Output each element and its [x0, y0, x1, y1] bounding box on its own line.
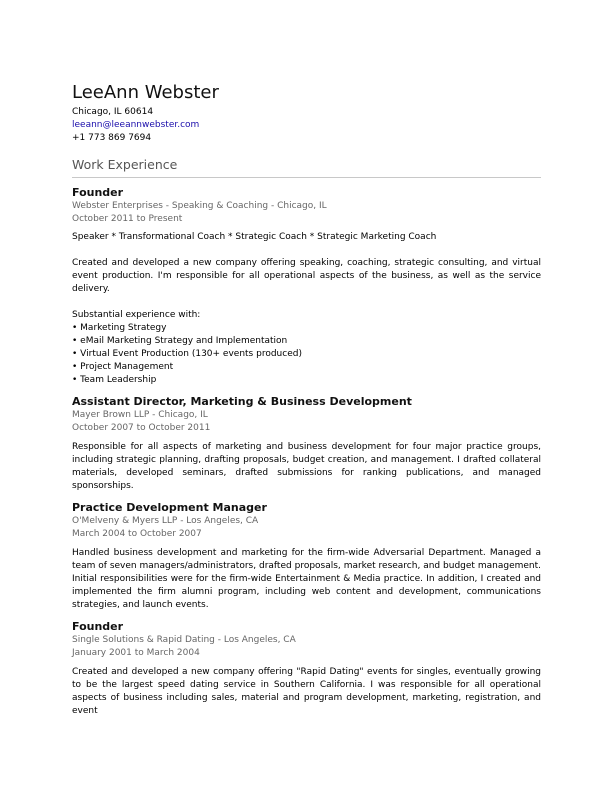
job-entry: [72, 620, 541, 718]
job-dates: October 2007 to October 2011: [72, 423, 211, 433]
job-entry: [72, 395, 541, 493]
job-title: Assistant Director, Marketing & Business Development: [72, 395, 412, 408]
section-title-work-experience: Work Experience: [72, 157, 541, 178]
job-title: Founder: [72, 186, 124, 199]
job-dates: October 2011 to Present: [72, 214, 183, 224]
job-organization: Webster Enterprises - Speaking & Coaching - Chicago, IL: [72, 201, 327, 211]
job-organization: Single Solutions & Rapid Dating - Los Angeles, CA: [72, 635, 296, 645]
experience-list: [72, 322, 541, 387]
list-item: • Virtual Event Production (130+ events produced): [72, 348, 541, 361]
job-dates: March 2004 to October 2007: [72, 529, 202, 539]
candidate-name: LeeAnn Webster: [72, 82, 219, 103]
job-description: Responsible for all aspects of marketing and business development for four major practice groups, including strategic planning, drafting proposals, budget creation, and management. I drafted collateral materials, developed seminars, drafted submissions for ranking publications, and managed sponsorships.: [72, 442, 541, 491]
job-title: Practice Development Manager: [72, 501, 267, 514]
job-tagline: Speaker * Transformational Coach * Strategic Coach * Strategic Marketing Coach: [72, 232, 437, 242]
email-link[interactable]: leeann@leeannwebster.com: [72, 120, 200, 130]
list-item: • eMail Marketing Strategy and Implementation: [72, 335, 541, 348]
list-item: • Marketing Strategy: [72, 322, 541, 335]
job-title: Founder: [72, 620, 124, 633]
job-dates: January 2001 to March 2004: [72, 648, 200, 658]
location-text: Chicago, IL 60614: [72, 107, 154, 117]
list-intro: Substantial experience with:: [72, 310, 201, 320]
job-description: Created and developed a new company offering "Rapid Dating" events for singles, eventually growing to be the largest speed dating service in Southern California. I was responsible for all operational aspects of business including sales, material and program development, marketing, registration, and event: [72, 667, 541, 716]
job-entry: [72, 186, 541, 387]
job-description: Handled business development and marketing for the firm-wide Adversarial Department. Managed a team of seven managers/administrators, drafted proposals, market research, and budget management. Initial responsibilities were for the firm-wide Entertainment & Media practice. In addition, I created and implemented the firm alumni program, including web content and development, communications strategies, and launch events.: [72, 548, 541, 610]
contact-block: [72, 106, 541, 145]
job-entry: [72, 501, 541, 612]
resume-page: [72, 80, 541, 718]
phone-text: +1 773 869 7694: [72, 133, 152, 143]
list-item: • Team Leadership: [72, 374, 541, 387]
list-item: • Project Management: [72, 361, 541, 374]
job-description: Created and developed a new company offering speaking, coaching, strategic consulting, and virtual event production. I'm responsible for all operational aspects of the business, as well as the service delivery.: [72, 258, 541, 294]
job-organization: O'Melveny & Myers LLP - Los Angeles, CA: [72, 516, 259, 526]
job-organization: Mayer Brown LLP - Chicago, IL: [72, 410, 208, 420]
